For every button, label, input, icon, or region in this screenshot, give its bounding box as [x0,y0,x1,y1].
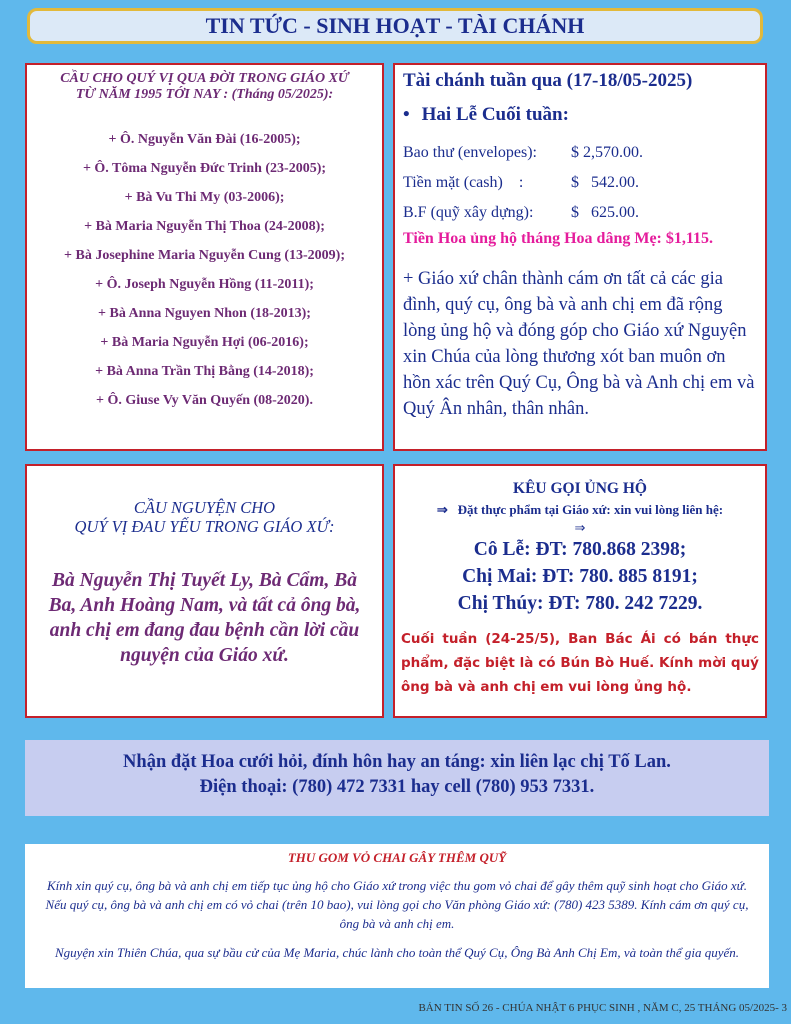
contact-phone: Chị Thúy: ĐT: 780. 242 7229. [457,593,703,614]
memorial-title-line2: TỪ NĂM 1995 TỚI NAY : (Tháng 05/2025): [75,87,334,102]
flower-donation: Tiền Hoa ủng hộ tháng Hoa dâng Mẹ: $1,115. [403,230,713,247]
prayer-box [25,464,384,718]
memorial-box [25,63,384,451]
banner-line1: Nhận đặt Hoa cưới hỏi, đính hôn hay an táng: xin liên lạc chị Tố Lan. [123,752,671,772]
memorial-title [33,71,376,103]
finance-row-label: B.F (quỹ xây dựng): [403,204,534,221]
appeal-order-text: Đặt thực phẩm tại Giáo xứ: xin vui lòng liên hệ: [457,502,724,517]
memorial-name: + Ô. Joseph Nguyễn Hồng (11-2011); [95,277,314,292]
appeal-title: KÊU GỌI ỦNG HỘ [513,480,647,497]
memorial-name: + Bà Vu Thi My (03-2006); [124,190,285,205]
finance-row-label: Tiền mặt (cash) : [403,174,524,191]
memorial-title-line1: CẦU CHO QUÝ VỊ QUA ĐỜI TRONG GIÁO XỨ [60,71,349,86]
prayer-title-line2: QUÝ VỊ ĐAU YẾU TRONG GIÁO XỨ: [74,517,335,536]
blessing-paragraph: Nguyện xin Thiên Chúa, qua sự bầu cử của Mẹ Maria, chúc lành cho toàn thể Quý Cụ, Ông Bà Anh Chị Em, và toàn thể gia quyến. [54,945,740,960]
page-title: TIN TỨC - SINH HOẠT - TÀI CHÁNH [27,8,763,44]
memorial-name: + Bà Anna Trần Thị Bằng (14-2018); [95,364,314,379]
memorial-name: + Ô. Nguyễn Văn Đài (16-2005); [108,132,301,147]
contact-phone: Chị Mai: ĐT: 780. 885 8191; [462,566,698,587]
arrow-right-icon: ⇒ [436,502,448,517]
finance-row-amount: $ 542.00. [571,174,639,191]
prayer-title [37,498,372,536]
finance-rows [403,138,757,228]
bottle-title: THU GOM VỎ CHAI GÂY THÊM QUỸ [287,850,507,865]
memorial-name: + Bà Maria Nguyễn Thị Thoa (24-2008); [84,219,325,234]
memorial-name: + Ô. Giuse Vy Văn Quyến (08-2020). [96,393,313,408]
food-sale-notice: Cuối tuần (24-25/5), Ban Bác Ái có bán thực phẩm, đặc biệt là có Bún Bò Huế. Kính mời quý ông bà và anh chị em vui lòng ủng hộ. [401,631,759,695]
page-footer: BẢN TIN SỐ 26 - CHÚA NHẬT 6 PHỤC SINH , NĂM C, 25 THÁNG 05/2025- 3 [418,1002,787,1014]
banner-line2: Điện thoại: (780) 472 7331 hay cell (780) 953 7331. [199,777,595,797]
finance-row [403,198,757,228]
flower-order-banner [25,740,769,816]
appeal-order-line [401,502,759,518]
finance-row [403,138,757,168]
prayer-title-line1: CẦU NGUYỆN CHO [133,498,276,517]
arrow-right-icon: ⇒ [574,520,586,535]
bottle-collection-box [25,844,769,988]
appeal-box [393,464,767,718]
finance-row-amount: $ 2,570.00. [571,144,643,161]
finance-title: Tài chánh tuần qua (17-18/05-2025) [403,70,693,91]
prayer-names: Bà Nguyễn Thị Tuyết Ly, Bà Cẩm, Bà Ba, Anh Hoàng Nam, và tất cả ông bà, anh chị em đang đau bệnh cần lời cầu nguyện của Giáo xứ. [48,570,361,666]
memorial-name: + Bà Maria Nguyễn Hợi (06-2016); [100,335,309,350]
contact-phone: Cô Lễ: ĐT: 780.868 2398; [473,539,687,560]
memorial-name: + Ô. Tôma Nguyễn Đức Trinh (23-2005); [82,161,327,176]
weekend-label: Hai Lễ Cuối tuần: [421,104,569,125]
finance-row [403,168,757,198]
finance-box [393,63,767,451]
finance-weekend-heading [403,104,757,126]
finance-row-label: Bao thư (envelopes): [403,144,537,161]
bullet-icon: • [403,104,410,125]
memorial-list [33,125,376,415]
bottle-paragraph: Kính xin quý cụ, ông bà và anh chị em tiếp tục ủng hộ cho Giáo xứ trong việc thu gom vỏ chai để gây thêm quỹ sinh hoạt cho Giáo xứ. Nếu quý cụ, ông bà và anh chị em có vỏ chai (trên 10 bao), vui lòng gọi cho Văn phòng Giáo xứ: (780) 423 5389. Kính cám ơn quý cụ, ông bà và anh chị em. [45,878,749,931]
memorial-name: + Bà Josephine Maria Nguyễn Cung (13-2009); [64,248,345,263]
memorial-name: + Bà Anna Nguyen Nhon (18-2013); [98,306,311,321]
finance-row-amount: $ 625.00. [571,204,639,221]
thanks-text: + Giáo xứ chân thành cám ơn tất cả các gia đình, quý cụ, ông bà và anh chị em đã rộng lòng ủng hộ và đóng góp cho Giáo xứ Nguyện xin Chúa của lòng thương xót ban muôn ơn hồn xác trên Quý Cụ, Ông bà và Anh chị em và Quý Ân nhân, thân nhân. [403,269,755,419]
